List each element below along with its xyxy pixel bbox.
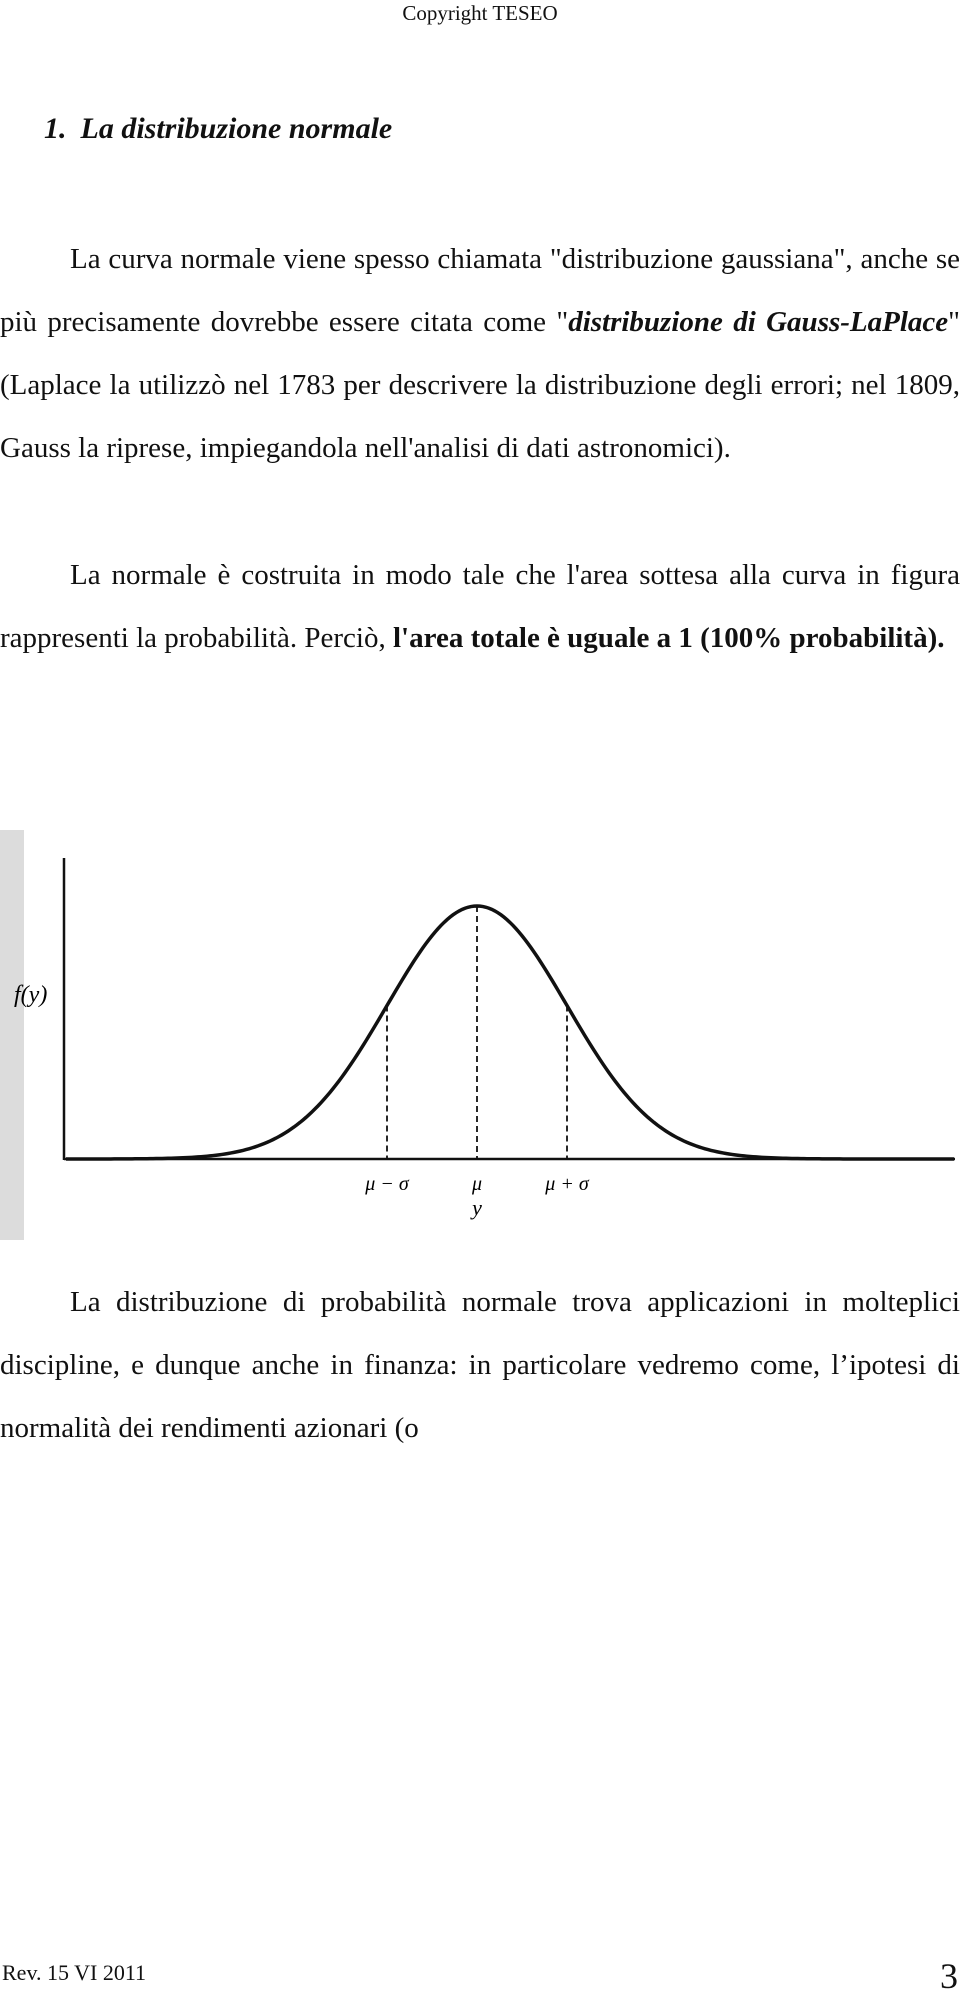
paragraph-intro-text-1: La curva normale viene spesso chiamata "distribuzione gaussiana", anche se più precisamente dovrebbe essere citata come " — [0, 243, 960, 338]
page-header: Copyright TESEO — [402, 1, 558, 25]
page-number: 3 — [940, 1956, 958, 1996]
footer-revision: Rev. 15 VI 2011 — [2, 1960, 147, 1985]
paragraph-intro — [0, 228, 960, 480]
paragraph-applications — [0, 1271, 960, 1460]
paragraph-intro-emphasis: distribuzione di Gauss-LaPlace — [568, 306, 949, 338]
section-title — [44, 112, 392, 146]
paragraph-intro-text-2: " (Laplace la utilizzò nel 1783 per descrivere la distribuzione degli errori; nel 1809, Gauss la riprese, impiegandola nell'analisi di dati astronomici). — [0, 306, 960, 464]
paragraph-applications-text: La distribuzione di probabilità normale trova applicazioni in molteplici discipline, e dunque anche in finanza: in particolare vedremo come, l’ipotesi di normalità dei rendimenti azionari (o — [0, 1286, 960, 1444]
paragraph-area-text: La normale è costruita in modo tale che l'area sottesa alla curva in figura rappresenti la probabilità. Perciò, — [0, 559, 960, 654]
tick-label-mu-plus-sigma: μ + σ — [545, 1173, 589, 1195]
scan-edge-shade — [0, 830, 24, 1240]
normal-curve-chart — [0, 830, 960, 1240]
paragraph-area-bold: l'area totale è uguale a 1 (100% probabilità). — [392, 622, 945, 654]
normal-distribution-figure — [0, 830, 960, 1240]
y-axis-label: f(y) — [14, 982, 48, 1008]
paragraph-area — [0, 544, 960, 670]
section-number: 1. — [44, 112, 67, 145]
tick-label-mu-minus-sigma: μ − σ — [365, 1173, 409, 1195]
tick-label-mu: μ — [471, 1173, 483, 1195]
section-title-text: La distribuzione normale — [80, 112, 393, 145]
normal-curve — [66, 906, 954, 1159]
x-axis-label: y — [472, 1195, 482, 1220]
